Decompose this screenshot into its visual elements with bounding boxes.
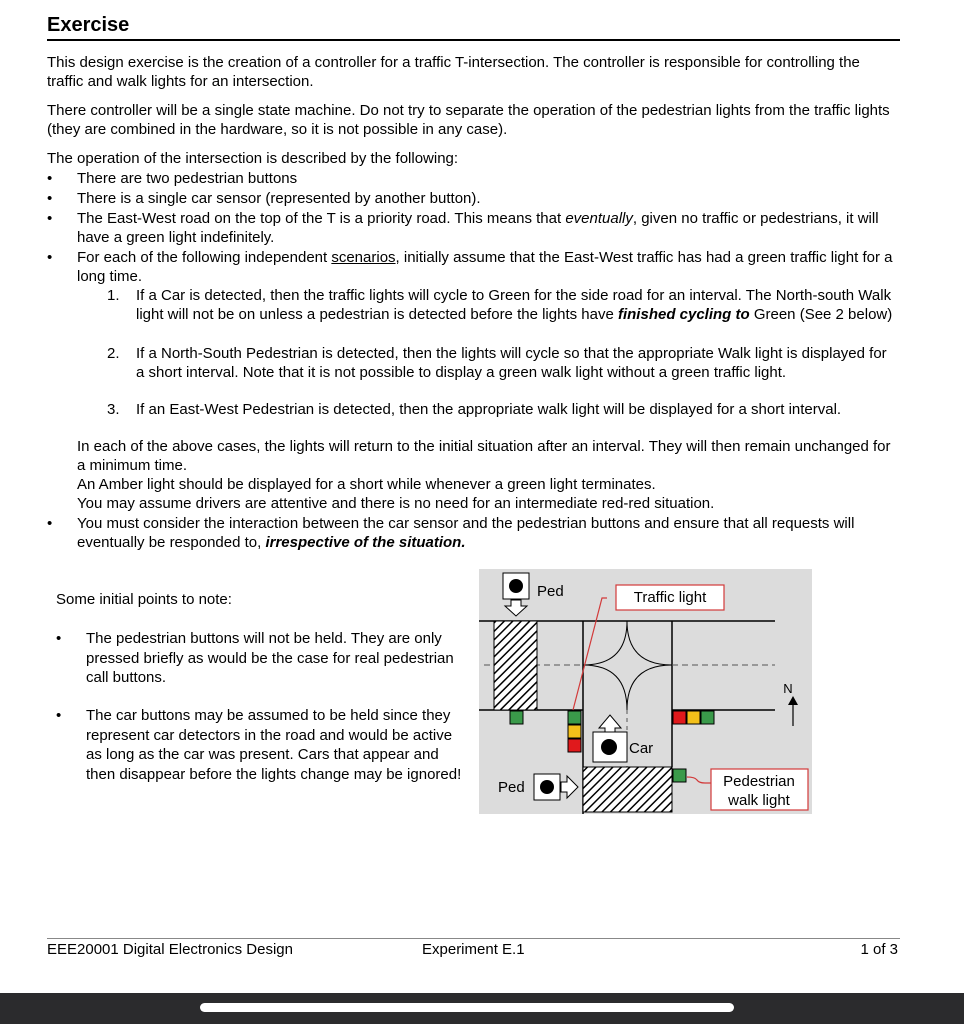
scenario-number: 3. (107, 401, 120, 418)
bullet-text (77, 248, 897, 286)
intersection-diagram (479, 569, 812, 814)
footer-page-number: 1 of 3 (860, 941, 898, 958)
traffic-light-callout-label: Traffic light (633, 589, 707, 606)
ped-crossing-south (583, 767, 672, 812)
ped-button-top-dot (509, 579, 523, 593)
scenario-number: 2. (107, 345, 120, 362)
page-heading: Exercise (47, 14, 900, 41)
ped-top-label: Ped (537, 583, 564, 600)
scenario-text (136, 286, 896, 324)
footer-course: EEE20001 Digital Electronics Design (47, 941, 293, 958)
bullet-text-part: , given no traffic or pedestrians, it will have a green light indefinitely. (77, 210, 879, 246)
intro-paragraph-2: There controller will be a single state machine. Do not try to separate the operation of the pedestrian lights from the traffic lights (they are combined in the hardware, so it is not possible in any case). (47, 102, 890, 138)
north-label: N (783, 681, 793, 696)
bullet-dot: • (47, 515, 53, 532)
emphasis-eventually: eventually (565, 210, 633, 227)
traffic-light-red-main (673, 711, 686, 724)
ped-crossing-west (494, 621, 537, 710)
underlined-scenarios: scenarios (331, 249, 396, 266)
bullet-text (77, 209, 897, 247)
note-text: The car buttons may be assumed to be held since they represent car detectors in the road and would be active as long as the car was present. Cars that appear and then disappear before the lights change may be ignored! (86, 707, 462, 783)
bullet-dot: • (47, 249, 53, 266)
bullet-dot: • (47, 190, 53, 207)
traffic-light-green-side (568, 711, 581, 724)
car-label: Car (629, 740, 654, 757)
intro-paragraph-1: This design exercise is the creation of a controller for a traffic T-intersection. The controller is responsible for controlling the traffic and walk lights for an intersection. (47, 54, 860, 90)
bullet-dot: • (47, 210, 53, 227)
scenario-text-part: Green (See 2 below) (749, 306, 893, 323)
ped-walk-callout-line1: Pedestrian (723, 773, 795, 790)
bullet-dot: • (56, 630, 62, 647)
bullet-text-part: You must consider the interaction between the car sensor and the pedestrian buttons and ensure that all requests will eventually be responded to, (77, 515, 855, 551)
amber-paragraph: An Amber light should be displayed for a short while whenever a green light terminates. (77, 476, 656, 493)
emphasis-finished-cycling: finished cycling to (617, 306, 750, 323)
traffic-light-amber-main (687, 711, 700, 724)
scenario-text-part: If a Car is detected, then the traffic lights will cycle to Green for the side road for an interval. The North-south Walk light will not be on unless a pedestrian is detected before the lights have (136, 287, 892, 323)
bullet-text-part: For each of the following independent (77, 249, 332, 266)
scenario-text: If a North-South Pedestrian is detected, then the lights will cycle so that the appropriate Walk light is displayed for a short interval. Note that it is not possible to display a green walk light without a green traffic light. (136, 345, 887, 381)
home-indicator[interactable] (200, 1003, 734, 1012)
bullet-text (77, 514, 897, 552)
traffic-light-red-side (568, 739, 581, 752)
emphasis-irrespective: irrespective of the situation. (265, 534, 466, 551)
return-paragraph: In each of the above cases, the lights will return to the initial situation after an interval. They will then remain unchanged for a minimum time. (77, 438, 891, 474)
ped-bottom-label: Ped (498, 779, 525, 796)
ped-button-bottom-dot (540, 780, 554, 794)
note-text: The pedestrian buttons will not be held. They are only pressed briefly as would be the case for real pedestrian call buttons. (86, 630, 454, 686)
bullet-text-part: , initially assume that the East-West traffic has had a green traffic light for a long time. (77, 249, 893, 285)
scenario-number: 1. (107, 287, 120, 304)
traffic-light-amber-side (568, 725, 581, 738)
walk-light-south (673, 769, 686, 782)
walk-light-west (510, 711, 523, 724)
bullet-dot: • (47, 170, 53, 187)
scenario-text: If an East-West Pedestrian is detected, then the appropriate walk light will be displayed for a short interval. (136, 401, 842, 418)
footer-divider (47, 938, 900, 939)
drivers-paragraph: You may assume drivers are attentive and there is no need for an intermediate red-red situation. (77, 495, 715, 512)
bullet-text-part: The East-West road on the top of the T is a priority road. This means that (77, 210, 566, 227)
bullet-text: There are two pedestrian buttons (77, 170, 298, 187)
footer-experiment: Experiment E.1 (422, 941, 525, 958)
intro-paragraph-3: The operation of the intersection is described by the following: (47, 150, 459, 167)
traffic-light-green-main (701, 711, 714, 724)
bullet-text: There is a single car sensor (represented by another button). (77, 190, 481, 207)
bullet-dot: • (56, 707, 62, 724)
notes-intro: Some initial points to note: (56, 591, 232, 608)
car-sensor-dot (601, 739, 617, 755)
ped-walk-callout-line2: walk light (728, 792, 790, 809)
